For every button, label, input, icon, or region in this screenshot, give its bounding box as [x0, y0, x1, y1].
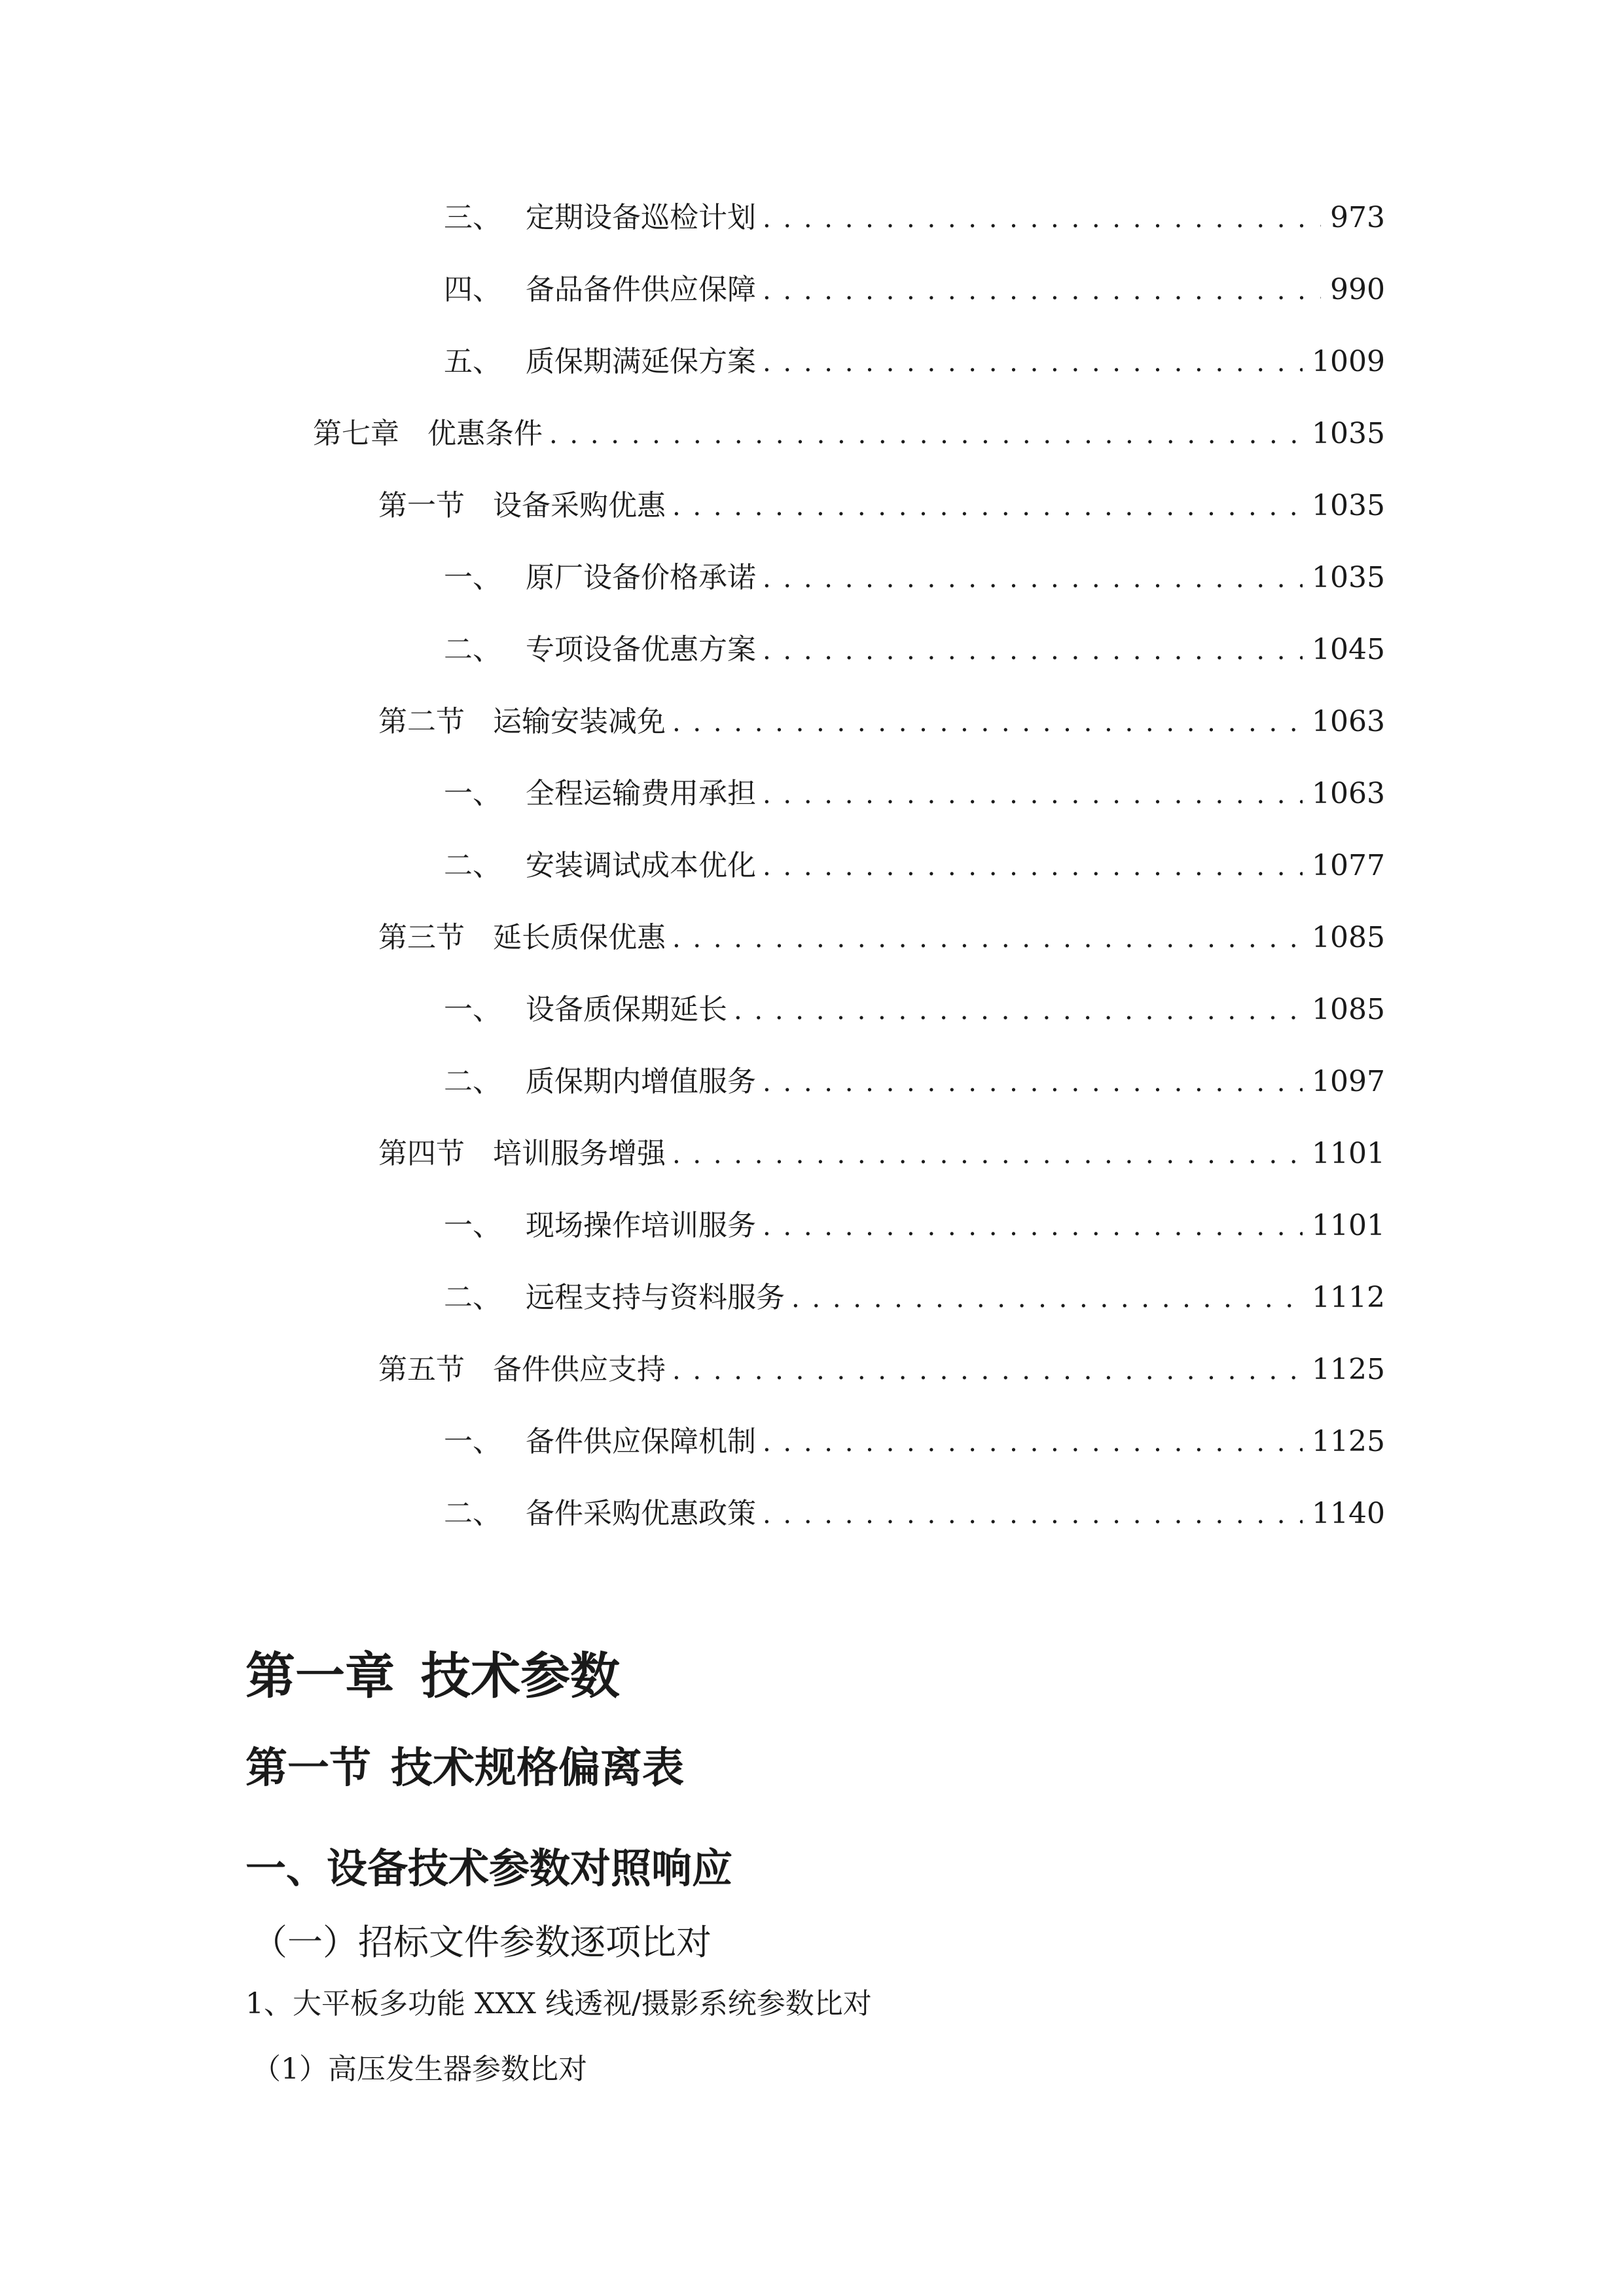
subsubsection-heading: （一）招标文件参数逐项比对: [252, 1922, 712, 1963]
toc-page-number: 990: [1330, 273, 1385, 306]
toc-entry-title: 备品备件供应保障: [526, 273, 756, 306]
toc-entry-section[interactable]: [378, 918, 1385, 958]
toc-page-number: 1112: [1312, 1281, 1385, 1314]
chapter-title: 技术参数: [421, 1647, 620, 1705]
toc-entry-number: 五、: [444, 345, 501, 378]
dot-leader: [763, 775, 1303, 814]
dot-leader: [734, 991, 1303, 1030]
toc-page-number: 1035: [1312, 561, 1385, 594]
toc-page-number: 1125: [1312, 1425, 1385, 1458]
toc-entry[interactable]: [444, 270, 1385, 310]
toc-entry-title: 现场操作培训服务: [526, 1209, 756, 1242]
section-title: 技术规格偏离表: [391, 1744, 684, 1793]
dot-leader: [763, 271, 1321, 310]
toc-entry-number: 一、: [444, 1209, 501, 1242]
toc-entry-title: 备件采购优惠政策: [526, 1497, 756, 1530]
toc-entry-number: 第四节: [378, 1137, 465, 1170]
toc-entry-title: 远程支持与资料服务: [526, 1281, 785, 1314]
toc-entry-title: 安装调试成本优化: [526, 849, 756, 882]
toc-page-number: 1140: [1312, 1497, 1385, 1530]
dot-leader: [763, 1063, 1303, 1102]
toc-page-number: 1045: [1312, 633, 1385, 666]
toc-page-number: 1101: [1312, 1209, 1385, 1242]
toc-entry[interactable]: [444, 342, 1385, 382]
toc-entry-title: 定期设备巡检计划: [526, 201, 756, 234]
toc-entry-title: 延长质保优惠: [493, 921, 666, 954]
dot-leader: [672, 703, 1303, 742]
toc-entry[interactable]: [444, 630, 1385, 670]
toc-entry-title: 优惠条件: [427, 417, 543, 450]
dot-leader: [763, 1495, 1303, 1534]
toc-entry[interactable]: [444, 198, 1385, 238]
toc-page-number: 1035: [1312, 489, 1385, 522]
toc-entry-number: 第一节: [378, 489, 465, 522]
toc-entry-number: 二、: [444, 849, 501, 882]
toc-entry-title: 专项设备优惠方案: [526, 633, 756, 666]
dot-leader: [672, 1351, 1303, 1390]
toc-entry-number: 二、: [444, 633, 501, 666]
toc-entry-number: 二、: [444, 1281, 501, 1314]
toc-page-number: 1101: [1312, 1137, 1385, 1170]
dot-leader: [672, 919, 1303, 958]
toc-page-number: 1085: [1312, 921, 1385, 954]
toc-entry[interactable]: [444, 1062, 1385, 1102]
dot-leader: [763, 1207, 1303, 1246]
toc-entry[interactable]: [444, 1206, 1385, 1246]
dot-leader: [672, 1135, 1303, 1174]
toc-entry-title: 质保期内增值服务: [526, 1065, 756, 1098]
toc-entry[interactable]: [444, 846, 1385, 886]
toc-entry-number: 四、: [444, 273, 501, 306]
toc-entry-title: 备件供应支持: [493, 1353, 666, 1386]
toc-entry[interactable]: [444, 990, 1385, 1030]
toc-page-number: 1125: [1312, 1353, 1385, 1386]
item-heading: 1、大平板多功能 XXX 线透视/摄影系统参数比对: [245, 1987, 872, 2020]
toc-entry-number: 第二节: [378, 705, 465, 738]
toc-entry-chapter[interactable]: [313, 414, 1385, 454]
toc-entry-title: 设备采购优惠: [493, 489, 666, 522]
subitem-heading: （1）高压发生器参数比对: [252, 2053, 587, 2086]
toc-entry-title: 全程运输费用承担: [526, 777, 756, 810]
toc-entry-title: 运输安装减免: [493, 705, 666, 738]
dot-leader: [763, 631, 1303, 670]
toc-entry[interactable]: [444, 558, 1385, 598]
dot-leader: [763, 199, 1321, 238]
toc-page-number: 1035: [1312, 417, 1385, 450]
toc-entry-number: 第三节: [378, 921, 465, 954]
toc-page-number: 1063: [1312, 777, 1385, 810]
toc-entry[interactable]: [444, 1278, 1385, 1318]
toc-entry-number: 一、: [444, 993, 501, 1026]
toc-page-number: 1009: [1312, 345, 1385, 378]
toc-entry-section[interactable]: [378, 702, 1385, 742]
toc-entry-number: 第七章: [313, 417, 399, 450]
section-heading: [245, 1734, 684, 1795]
toc-page-number: 1097: [1312, 1065, 1385, 1098]
dot-leader: [763, 847, 1303, 886]
toc-entry[interactable]: [444, 774, 1385, 814]
toc-entry-title: 备件供应保障机制: [526, 1425, 756, 1458]
toc-entry[interactable]: [444, 1422, 1385, 1462]
toc-page-number: 1085: [1312, 993, 1385, 1026]
dot-leader: [672, 487, 1303, 526]
toc-entry-section[interactable]: [378, 486, 1385, 526]
toc-entry-number: 第五节: [378, 1353, 465, 1386]
toc-entry-number: 三、: [444, 201, 501, 234]
toc-entry-title: 培训服务增强: [493, 1137, 666, 1170]
dot-leader: [549, 415, 1303, 454]
toc-entry-number: 一、: [444, 1425, 501, 1458]
dot-leader: [763, 1423, 1303, 1462]
chapter-heading: [245, 1636, 620, 1708]
toc-entry-section[interactable]: [378, 1350, 1385, 1390]
toc-entry-number: 二、: [444, 1497, 501, 1530]
toc-entry-number: 一、: [444, 777, 501, 810]
dot-leader: [791, 1279, 1303, 1318]
toc-entry-title: 原厂设备价格承诺: [526, 561, 756, 594]
dot-leader: [763, 559, 1303, 598]
toc-page-number: 1077: [1312, 849, 1385, 882]
toc-entry[interactable]: [444, 1494, 1385, 1534]
toc-entry-section[interactable]: [378, 1134, 1385, 1174]
toc-entry-number: 二、: [444, 1065, 501, 1098]
toc-page-number: 1063: [1312, 705, 1385, 738]
toc-entry-number: 一、: [444, 561, 501, 594]
chapter-number: 第一章: [245, 1647, 395, 1705]
subsection-heading: 一、设备技术参数对照响应: [245, 1844, 733, 1892]
section-number: 第一节: [245, 1744, 371, 1793]
toc-page-number: 973: [1330, 201, 1385, 234]
toc-entry-title: 质保期满延保方案: [526, 345, 756, 378]
dot-leader: [763, 343, 1303, 382]
toc-entry-title: 设备质保期延长: [526, 993, 727, 1026]
